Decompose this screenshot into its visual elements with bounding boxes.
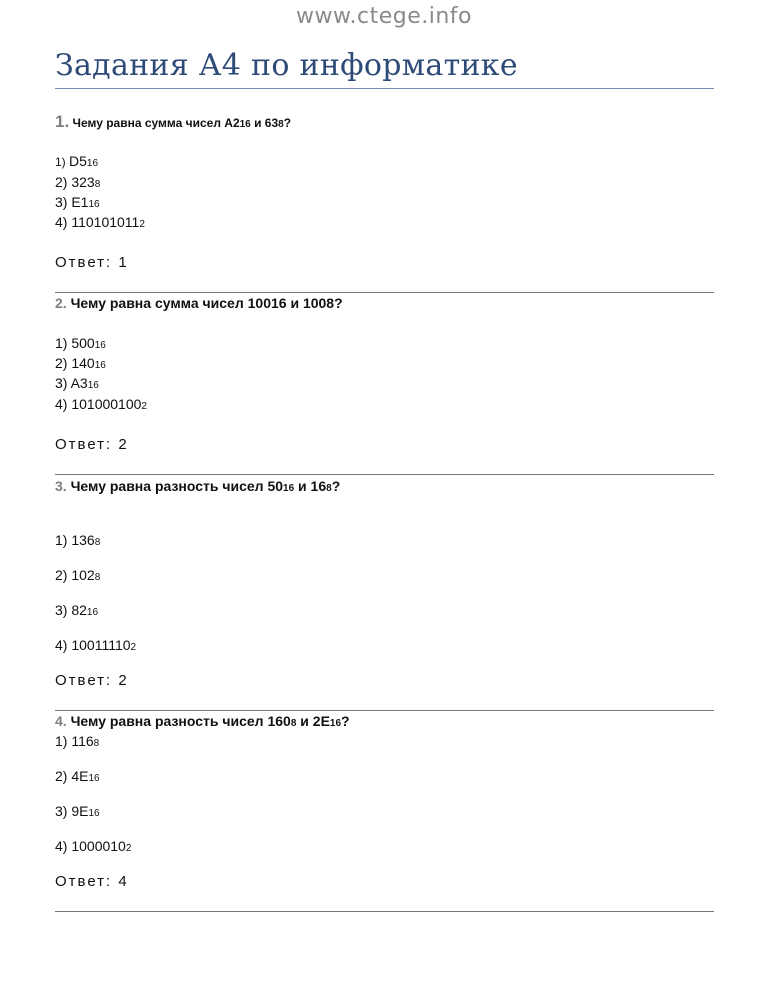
option-subscript: 8 [94,537,101,548]
option-3-3 [55,602,98,618]
option-2-3 [55,375,99,391]
question-text: Чему равна разность чисел 160 [70,713,291,729]
option-4-3 [55,803,100,819]
option-2-4 [55,396,147,412]
option-2-1 [55,335,106,351]
option-prefix: 1) [55,532,72,548]
option-3-2 [55,567,100,583]
answer-2: Ответ: 2 [55,436,129,453]
option-2-2 [55,355,106,371]
answer-1: Ответ: 1 [55,254,129,271]
option-prefix: 4) [55,214,72,230]
option-prefix: 2) [55,768,72,784]
option-value: D5 [69,153,87,169]
answer-3: Ответ: 2 [55,672,129,689]
question-text: Чему равна сумма чисел A2 [72,116,240,130]
option-subscript: 16 [86,607,99,618]
option-subscript: 16 [94,360,106,371]
option-value: 101000100 [71,396,142,412]
question-text: и 16 [294,478,327,494]
title-underline [55,88,714,89]
option-value: 136 [71,532,95,548]
option-4-2 [55,768,100,784]
option-value: 500 [71,335,95,351]
question-text: и 63 [250,116,279,130]
option-subscript: 16 [88,199,100,210]
option-prefix: 4) [55,838,72,854]
question-4 [55,713,350,729]
option-4-1 [55,733,99,749]
option-prefix: 3) [55,803,72,819]
question-subscript: 16 [329,718,342,729]
option-subscript: 8 [93,738,100,749]
question-number: 4. [55,713,67,729]
option-value: 116 [71,733,94,749]
question-text: Чему равна сумма чисел 10016 и 1008? [70,295,343,311]
option-subscript: 16 [88,808,100,819]
question-subscript: 8 [290,718,297,729]
answer-4: Ответ: 4 [55,873,129,890]
option-value: A3 [70,375,88,391]
option-subscript: 8 [94,179,101,190]
question-text: ? [341,713,350,729]
option-1-3 [55,194,100,210]
page-title: Задания А4 по информатике [55,48,518,83]
option-value: 9E [71,803,89,819]
question-number: 1. [55,112,70,131]
question-number: 3. [55,478,67,494]
question-3 [55,478,340,494]
option-prefix: 4) [55,396,72,412]
option-3-1 [55,532,100,548]
option-subscript: 8 [94,572,101,583]
option-4-4 [55,838,131,854]
option-value: 102 [71,567,95,583]
option-value: 110101011 [71,214,140,230]
question-text: ? [331,478,341,494]
option-value: 323 [71,174,95,190]
option-subscript: 16 [94,340,106,351]
question-text: и 2E [296,713,330,729]
question-subscript: 8 [278,119,284,130]
option-subscript: 16 [88,773,100,784]
option-prefix: 1) [55,335,72,351]
option-subscript: 2 [130,642,137,653]
question-1 [55,112,291,132]
question-text: Чему равна разность чисел 50 [70,478,284,494]
option-subscript: 2 [141,401,147,412]
option-value: 4E [71,768,89,784]
option-3-4 [55,637,136,653]
question-subscript: 16 [239,119,251,130]
divider [55,710,714,711]
option-value: 10011110 [71,637,131,653]
option-prefix: 3) [55,194,72,210]
question-subscript: 16 [283,483,295,494]
option-subscript: 16 [87,380,99,391]
option-1-4 [55,214,145,230]
option-subscript: 2 [125,843,132,854]
option-1-1 [55,153,98,169]
option-value: 140 [71,355,95,371]
divider [55,292,714,293]
option-prefix: 3) [55,602,72,618]
question-subscript: 8 [326,483,332,494]
divider [55,474,714,475]
question-text: ? [283,116,292,130]
question-number: 2. [55,295,67,311]
option-prefix: 2) [55,567,72,583]
option-prefix: 2) [55,355,72,371]
option-prefix: 2) [55,174,72,190]
option-1-2 [55,174,100,190]
option-prefix: 4) [55,637,72,653]
option-value: 1000010 [71,838,126,854]
option-value: E1 [71,194,89,210]
site-watermark: www.ctege.info [296,4,472,29]
question-2 [55,295,343,311]
option-subscript: 2 [139,219,145,230]
option-value: 82 [71,602,87,618]
option-prefix: 1) [55,733,72,749]
divider [55,911,714,912]
option-subscript: 16 [86,158,99,169]
option-prefix: 3) [55,375,71,391]
option-prefix: 1) [55,155,70,169]
